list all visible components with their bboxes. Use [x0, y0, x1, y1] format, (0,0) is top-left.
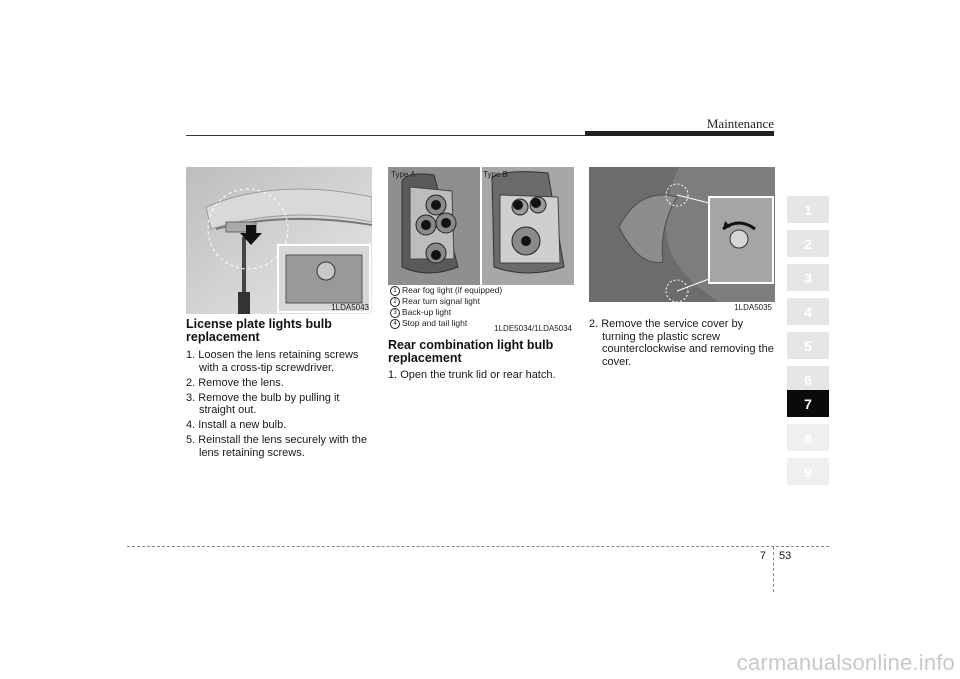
page-chapter-number: 7	[759, 550, 766, 562]
bulb-legend	[390, 285, 574, 329]
page-number: 53	[779, 550, 792, 562]
watermark: carmanualsonline.info	[736, 650, 955, 675]
step-item: 4. Install a new bulb.	[186, 419, 287, 431]
chapter-tab-2[interactable]: 2	[787, 230, 829, 257]
footer-divider	[773, 547, 774, 592]
license-plate-light-figure	[186, 167, 372, 314]
chapter-tab-3[interactable]: 3	[787, 264, 829, 291]
header-rule-accent	[585, 131, 774, 136]
legend-item: 1 Rear fog light (if equipped)	[390, 285, 574, 296]
chapter-tab-7[interactable]: 7	[787, 390, 829, 417]
chapter-tab-1[interactable]: 1	[787, 196, 829, 223]
license-plate-steps	[186, 349, 372, 462]
rear-combination-light-figure	[388, 167, 574, 336]
service-cover-steps	[589, 318, 775, 371]
legend-item: 2 Rear turn signal light	[390, 296, 574, 307]
rear-combination-steps	[388, 369, 574, 384]
step-item: 1. Open the trunk lid or rear hatch.	[388, 369, 556, 381]
step-item: 2. Remove the service cover by turning the plastic screw counterclockwise and removing the cover.	[589, 318, 774, 368]
step-item: 5. Reinstall the lens securely with the lens retaining screws.	[186, 434, 367, 459]
legend-item: 3 Back-up light	[390, 307, 574, 318]
type-a-label: Type A	[391, 170, 416, 179]
chapter-tab-6[interactable]: 6	[787, 366, 829, 393]
rear-combination-heading: Rear combination light bulb replacement	[388, 338, 554, 365]
chapter-tab-9[interactable]: 9	[787, 458, 829, 485]
license-plate-light-illustration	[186, 167, 372, 314]
figure-code: 1LDE5034/1LDA5034	[494, 324, 572, 333]
footer-rule	[127, 546, 829, 547]
type-b-label: Type B	[483, 170, 508, 179]
service-cover-figure	[589, 167, 775, 314]
chapter-tab-8[interactable]: 8	[787, 424, 829, 451]
legend-item: 4 Stop and tail light	[390, 318, 574, 329]
chapter-tab-4[interactable]: 4	[787, 298, 829, 325]
license-plate-heading: License plate lights bulb replacement	[186, 317, 332, 344]
rear-light-types-illustration	[388, 167, 574, 285]
section-title: Maintenance	[706, 116, 774, 131]
step-item: 2. Remove the lens.	[186, 376, 284, 389]
step-item: 1. Loosen the lens retaining screws with a cross-tip screwdriver.	[186, 349, 359, 374]
figure-code: 1LDA5043	[331, 303, 369, 312]
chapter-tab-5[interactable]: 5	[787, 332, 829, 359]
service-cover-illustration	[589, 167, 775, 302]
figure-code: 1LDA5035	[734, 303, 772, 312]
step-item: 3. Remove the bulb by pulling it straight out.	[186, 391, 340, 416]
